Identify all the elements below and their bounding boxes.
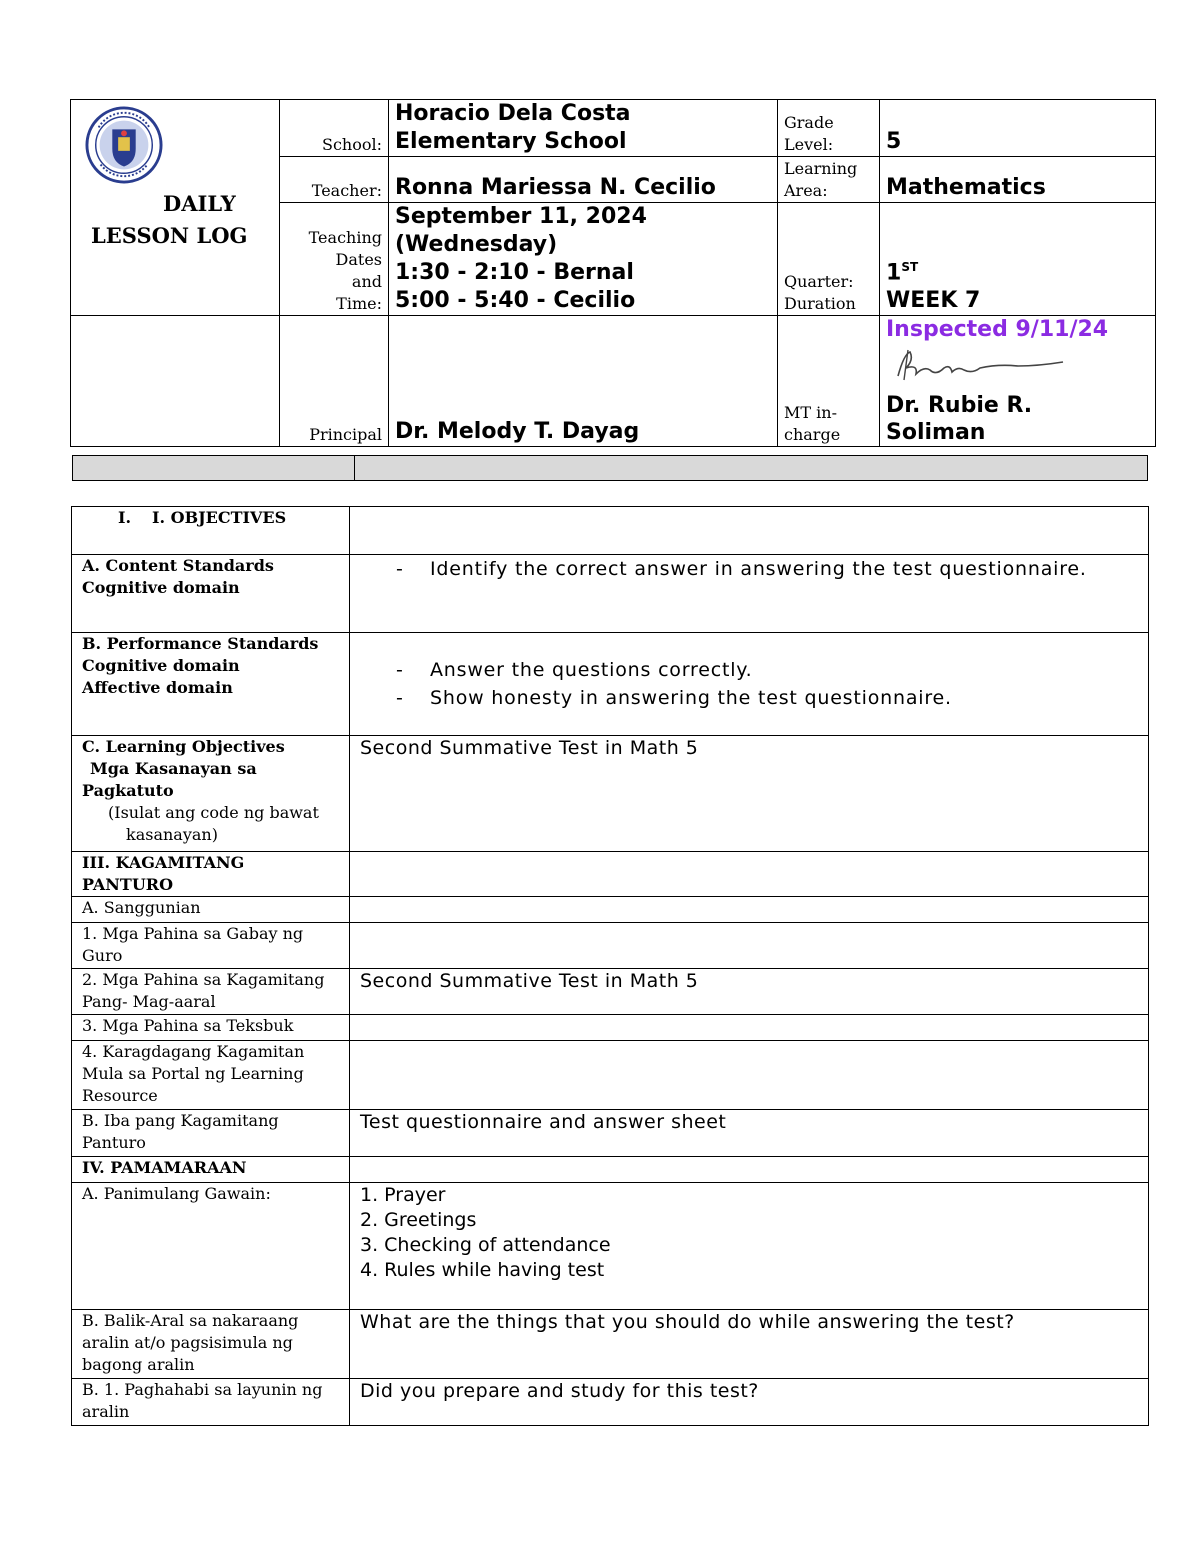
content-standards-label: A. Content Standards Cognitive domain [72, 555, 350, 633]
table-row [72, 1183, 1149, 1310]
principal-label: Principal [280, 316, 389, 447]
sanggunian-label: A. Sanggunian [72, 897, 350, 923]
table-row [72, 923, 1149, 969]
panimulang-value [350, 1183, 1149, 1310]
learning-objectives-value: Second Summative Test in Math 5 [350, 736, 1149, 852]
balik-aral-label: B. Balik-Aral sa nakaraang aralin at/o pagsisimula ng bagong aralin [72, 1310, 350, 1379]
iba-pang-label: B. Iba pang Kagamitang Panturo [72, 1110, 350, 1157]
pamamaraan-label: IV. PAMAMARAAN [72, 1157, 350, 1183]
blank-cell [71, 316, 280, 447]
signature [888, 346, 1068, 386]
teaching-dates-label: Teaching Dates and Time: [280, 203, 389, 316]
table-row [72, 897, 1149, 923]
inspected-stamp: Inspected 9/11/24 [886, 317, 1109, 342]
teksbuk-label: 3. Mga Pahina sa Teksbuk [72, 1015, 350, 1041]
table-row [72, 1379, 1149, 1426]
paghahabi-value: Did you prepare and study for this test? [350, 1379, 1149, 1426]
logo-cell [71, 100, 280, 316]
principal-value: Dr. Melody T. Dayag [389, 316, 778, 447]
school-label: School: [280, 100, 389, 157]
quarter-value: 1ST WEEK 7 [880, 203, 1156, 316]
kagamitan-label: III. KAGAMITANG PANTURO [72, 852, 350, 897]
teacher-label: Teacher: [280, 157, 389, 203]
list-item: 3. Checking of attendance [360, 1234, 611, 1256]
table-row [72, 1041, 1149, 1110]
table-row [72, 633, 1149, 736]
table-row [72, 969, 1149, 1015]
table-row [72, 852, 1149, 897]
mt-in-charge-value: Inspected 9/11/24 Dr. Rubie R. Soliman [880, 316, 1156, 447]
grade-level-label: Grade Level: [778, 100, 880, 157]
table-row [72, 1015, 1149, 1041]
list-item: 2. Greetings [360, 1209, 477, 1231]
kagamitang-pang-value: Second Summative Test in Math 5 [350, 969, 1149, 1015]
objectives-label: I. I. OBJECTIVES [72, 507, 350, 555]
iba-pang-value: Test questionnaire and answer sheet [350, 1110, 1149, 1157]
mt-in-charge-label: MT in- charge [778, 316, 880, 447]
table-row [72, 1110, 1149, 1157]
quarter-label: Quarter: Duration [778, 203, 880, 316]
learning-objectives-label: C. Learning Objectives Mga Kasanayan sa Pagkatuto (Isulat ang code ng bawat kasanayan) [72, 736, 350, 852]
document-title: DAILY LESSON LOG [91, 191, 248, 248]
header-table [70, 99, 1156, 447]
section-divider-bar [72, 455, 1148, 481]
panimulang-label: A. Panimulang Gawain: [72, 1183, 350, 1310]
balik-aral-value: What are the things that you should do while answering the test? [350, 1310, 1149, 1379]
performance-standards-value: - Answer the questions correctly. - Show honesty in answering the test questionnaire. [350, 633, 1149, 736]
table-row [72, 507, 1149, 555]
deped-seal-logo [85, 106, 163, 184]
table-row [72, 1310, 1149, 1379]
paghahabi-label: B. 1. Paghahabi sa layunin ng aralin [72, 1379, 350, 1426]
table-row [72, 1157, 1149, 1183]
learning-area-label: Learning Area: [778, 157, 880, 203]
school-value: Horacio Dela Costa Elementary School [389, 100, 778, 157]
content-standards-value: - Identify the correct answer in answering the test questionnaire. [350, 555, 1149, 633]
table-row [72, 555, 1149, 633]
gabay-label: 1. Mga Pahina sa Gabay ng Guro [72, 923, 350, 969]
learning-area-value: Mathematics [880, 157, 1156, 203]
table-row [72, 736, 1149, 852]
list-item: 1. Prayer [360, 1184, 446, 1206]
lesson-table [71, 506, 1149, 1426]
grade-level-value: 5 [880, 100, 1156, 157]
kagamitang-pang-label: 2. Mga Pahina sa Kagamitang Pang- Mag-aaral [72, 969, 350, 1015]
teacher-value: Ronna Mariessa N. Cecilio [389, 157, 778, 203]
list-item: 4. Rules while having test [360, 1259, 605, 1281]
performance-standards-label: B. Performance Standards Cognitive domain Affective domain [72, 633, 350, 736]
teaching-dates-value: September 11, 2024 (Wednesday) 1:30 - 2:10 - Bernal 5:00 - 5:40 - Cecilio [389, 203, 778, 316]
karagdagang-label: 4. Karagdagang Kagamitan Mula sa Portal ng Learning Resource [72, 1041, 350, 1110]
